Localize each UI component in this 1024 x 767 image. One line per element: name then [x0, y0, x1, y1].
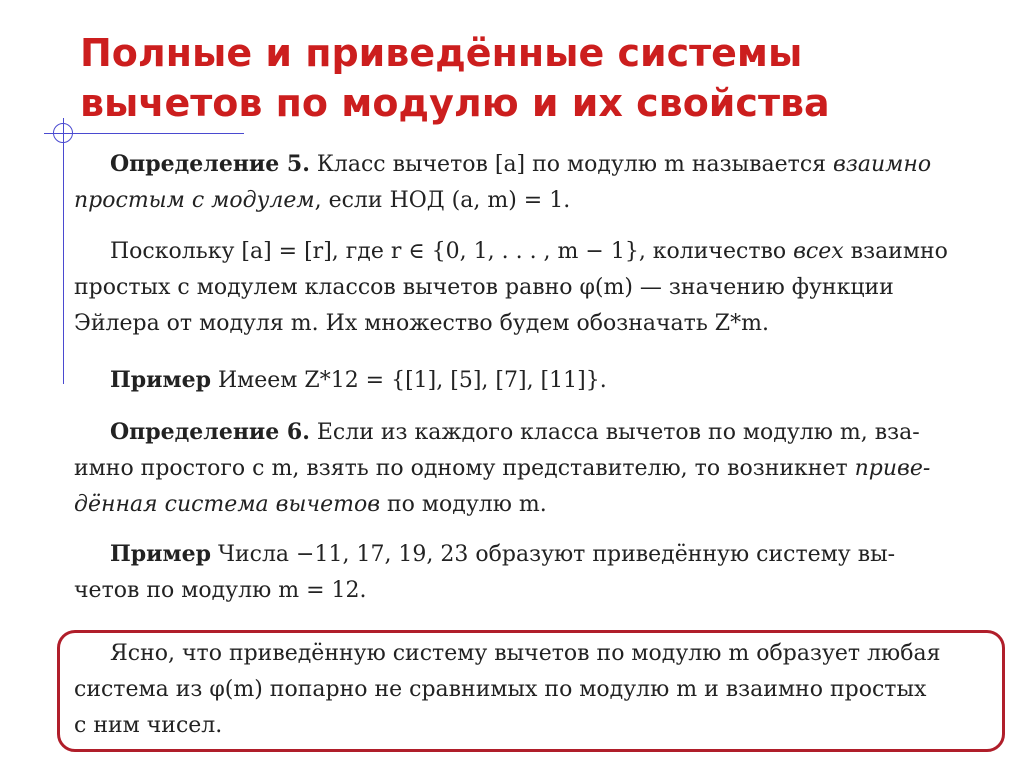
guide-line-horizontal: [44, 133, 244, 134]
title-line-1: Полные и приведённые системы: [80, 31, 803, 75]
example-2: [74, 536, 1002, 609]
title-line-2: вычетов по модулю и их свойства: [80, 81, 830, 125]
definition-6-line-3: дённая система вычетов по модулю m.: [74, 492, 547, 517]
definition-6: [74, 414, 1002, 523]
example-2-label: Пример: [110, 541, 211, 567]
statement-line-1: Ясно, что приведённую систему вычетов по модулю m образует любая: [110, 641, 941, 666]
euler-line-1: Поскольку [a] = [r], где r ∈ {0, 1, . . . , m − 1}, количество всех взаимно: [110, 239, 948, 264]
definition-5-label: Определение 5.: [110, 151, 310, 177]
example-2-line-2: четов по модулю m = 12.: [74, 578, 367, 603]
definition-6-label: Определение 6.: [110, 419, 310, 445]
definition-5: [74, 146, 1002, 219]
example-1: [74, 362, 1002, 399]
example-2-line-1: Пример Числа −11, 17, 19, 23 образуют приведённую систему вы-: [110, 541, 896, 567]
example-1-line: Пример Имеем Z*12 = {[1], [5], [7], [11]}.: [110, 367, 607, 393]
euler-paragraph: [74, 234, 1002, 342]
definition-6-line-1: Определение 6. Если из каждого класса вычетов по модулю m, вза-: [110, 419, 920, 445]
definition-5-line-1: Определение 5. Класс вычетов [a] по модулю m называется взаимно: [110, 151, 932, 177]
slide-title: [80, 28, 980, 128]
euler-line-2: простых с модулем классов вычетов равно φ(m) — значению функции: [74, 275, 894, 300]
statement-line-2: система из φ(m) попарно не сравнимых по модулю m и взаимно простых: [74, 677, 927, 702]
euler-line-3: Эйлера от модуля m. Их множество будем обозначать Z*m.: [74, 311, 769, 336]
statement-line-3: с ним чисел.: [74, 713, 223, 738]
example-1-label: Пример: [110, 367, 211, 393]
crosshair-icon: [53, 123, 73, 143]
guide-line-vertical: [63, 118, 64, 384]
highlighted-statement: [74, 636, 1002, 744]
definition-5-line-2: простым с модулем, если НОД (a, m) = 1.: [74, 188, 571, 213]
definition-6-line-2: имно простого с m, взять по одному представителю, то возникнет приве-: [74, 456, 931, 481]
